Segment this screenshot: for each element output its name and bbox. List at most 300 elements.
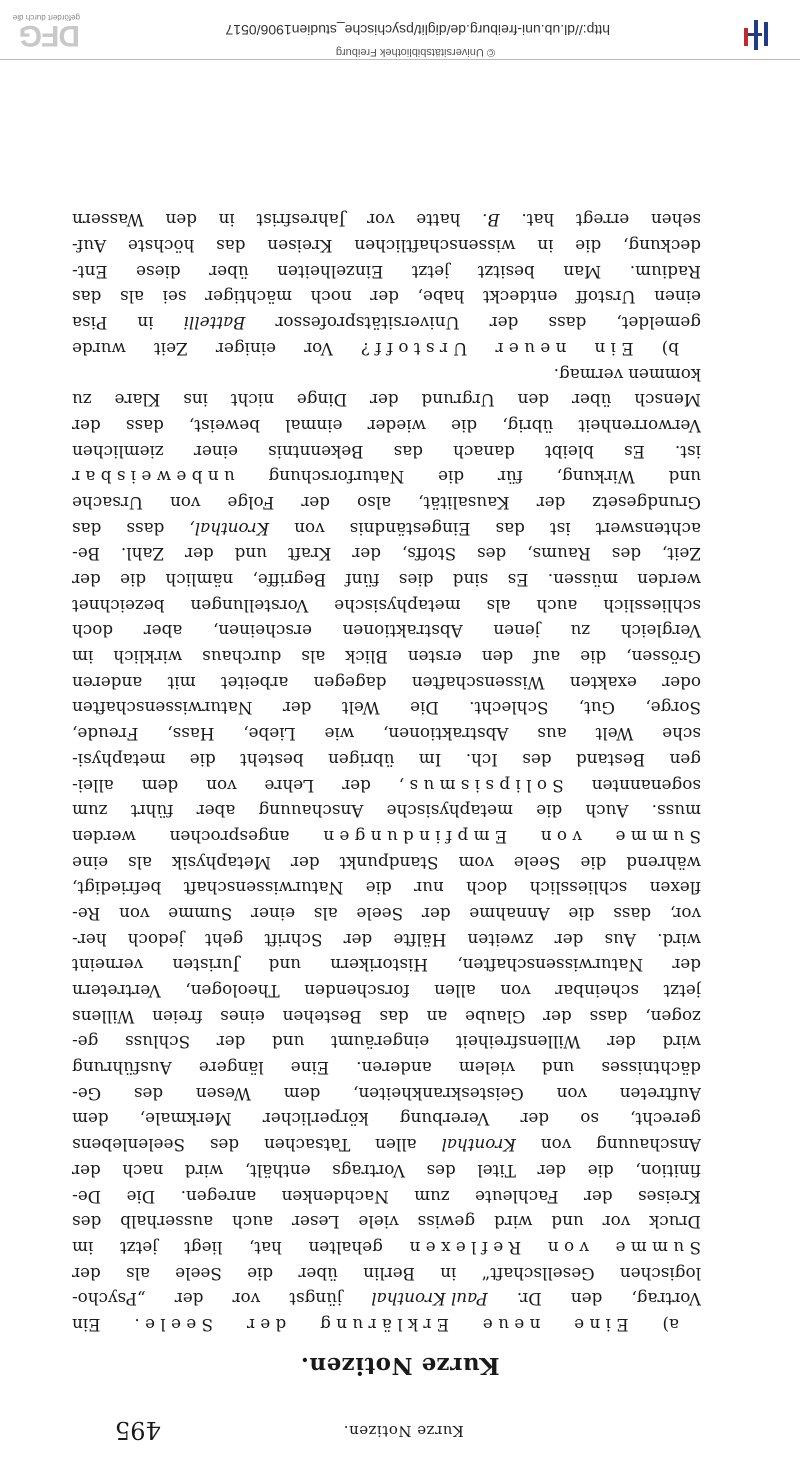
word: eines — [220, 1006, 265, 1027]
word: der — [301, 493, 331, 513]
word: doch — [72, 621, 114, 642]
word: Historikern — [330, 955, 429, 976]
text-line — [72, 566, 701, 592]
word: Blick — [345, 647, 388, 668]
word: Pisa — [72, 313, 108, 334]
text-line — [72, 387, 701, 413]
word: der — [370, 287, 399, 308]
footer-divider — [0, 59, 800, 60]
word: finition, — [635, 1160, 701, 1181]
word: dem — [141, 775, 179, 796]
word: werden — [637, 570, 701, 591]
word: als — [486, 595, 511, 616]
text-line — [72, 849, 701, 875]
word: übrigen — [328, 749, 395, 770]
word: von — [119, 904, 150, 924]
word: zu — [570, 621, 591, 642]
word: muss. — [651, 801, 701, 822]
word: des — [426, 1160, 456, 1181]
word: fünf — [345, 570, 380, 591]
word: Wirkung, — [556, 467, 635, 488]
text-line — [72, 1080, 701, 1106]
word: Eine — [290, 1058, 330, 1079]
body-text — [72, 207, 701, 1337]
word: U r s t o f f ? — [361, 338, 468, 359]
word: Jahresfrist — [256, 210, 346, 231]
word: S u m m e — [615, 1237, 701, 1258]
text-line — [72, 900, 701, 926]
word: Wesen — [195, 1083, 252, 1104]
word: mit — [167, 672, 196, 693]
word: der — [520, 1109, 550, 1130]
word: Juristen — [172, 955, 240, 976]
word: vor — [232, 1289, 261, 1310]
word: und — [668, 467, 701, 488]
word: Schrift — [264, 929, 323, 950]
word: einiger — [215, 338, 277, 359]
word: Paul Kronthal — [371, 1289, 488, 1310]
word: nach — [122, 1160, 164, 1181]
word: Man — [563, 261, 602, 282]
word: erregt — [575, 210, 630, 231]
word: im — [72, 1237, 94, 1258]
word: des — [611, 544, 642, 565]
word: dass — [548, 313, 587, 334]
text-line — [72, 1054, 701, 1080]
text-line — [72, 643, 701, 669]
copyright-credit: © Universitätsbibliothek Freiburg — [335, 46, 495, 58]
word: Vor — [304, 338, 333, 359]
text-line — [72, 977, 701, 1003]
text-line — [72, 515, 701, 541]
word: der — [352, 544, 381, 565]
word: Annahme — [469, 904, 550, 924]
word: ins — [183, 390, 209, 411]
word: einer — [251, 904, 296, 924]
word: Druck — [649, 1212, 701, 1233]
text-line — [72, 746, 701, 772]
word: das — [72, 518, 102, 539]
word: erscheinen, — [212, 621, 312, 642]
word: und — [551, 1212, 584, 1233]
word: längere — [198, 1058, 264, 1079]
word: b) — [661, 338, 679, 359]
word: der — [537, 1160, 567, 1181]
word: zum — [72, 801, 108, 822]
word: der — [543, 1006, 572, 1027]
word: Zahl. — [120, 544, 165, 565]
text-line — [72, 772, 701, 798]
text-line — [72, 1234, 701, 1260]
word: von — [500, 981, 531, 1002]
word: Urgrund — [421, 390, 495, 411]
text-line — [72, 207, 701, 233]
word: werden — [72, 826, 136, 847]
word: Begriffe, — [252, 570, 327, 591]
word: also — [357, 493, 392, 513]
word: B. — [482, 210, 500, 231]
word: ersten — [407, 647, 462, 668]
word: gehalten — [308, 1237, 383, 1258]
word: Grundgesetz — [592, 493, 701, 513]
word: Es — [623, 441, 645, 462]
word: Folge — [227, 493, 275, 513]
word: hatte — [416, 210, 461, 231]
word: geht — [205, 929, 244, 950]
text-line — [72, 1132, 701, 1158]
word: achtenswert — [595, 518, 701, 539]
word: der — [290, 852, 320, 873]
word: Verworrenheit — [578, 415, 701, 436]
word: ist. — [674, 441, 701, 462]
word: Geisteskrankheiten, — [353, 1083, 524, 1104]
word: Battelli — [183, 313, 246, 334]
word: wissenschaftlichen — [354, 236, 516, 257]
word: wieder — [367, 415, 426, 436]
text-line — [72, 335, 701, 361]
word: a) — [662, 1315, 679, 1335]
word: verneint — [72, 955, 144, 976]
word: E r k l ä r u n g — [320, 1315, 450, 1335]
word: den — [481, 647, 514, 668]
word: vor — [602, 1212, 631, 1233]
word: v o n — [540, 826, 582, 847]
word: Theologen, — [185, 981, 280, 1002]
word: danach — [453, 441, 515, 462]
word: Es — [507, 570, 529, 591]
word: auch — [232, 1212, 274, 1233]
word: das — [379, 1006, 409, 1027]
text-line — [72, 875, 701, 901]
word: Hass, — [167, 724, 215, 745]
word: dass — [613, 904, 652, 924]
text-line — [72, 1311, 701, 1337]
word: oder — [662, 672, 701, 693]
word: die — [536, 801, 563, 822]
word: noch — [310, 287, 352, 308]
word: Willens — [72, 1006, 135, 1027]
word: sehen — [650, 210, 701, 231]
word: exakten — [569, 672, 637, 693]
word: bleibt — [544, 441, 594, 462]
word: auch — [536, 595, 578, 616]
word: vielem — [458, 1058, 515, 1079]
word: Lehre — [264, 775, 315, 796]
word: Ent- — [72, 261, 108, 282]
word: dem — [72, 1109, 109, 1130]
word: jetzt — [663, 981, 701, 1002]
word: die — [438, 467, 465, 488]
word: während — [626, 852, 701, 873]
word: Aus — [604, 929, 637, 950]
word: der — [672, 955, 701, 976]
word: der — [369, 390, 399, 411]
text-line — [72, 412, 701, 438]
word: dass — [589, 1006, 628, 1027]
word: zu — [72, 390, 92, 411]
word: n e u e r — [495, 338, 567, 359]
word: gerecht, — [630, 1109, 701, 1130]
word: Seele — [513, 852, 561, 873]
word: ist — [549, 518, 571, 539]
word: Leser — [291, 1212, 340, 1233]
word: Seelenlebens — [72, 1135, 185, 1156]
word: aus — [537, 724, 567, 745]
word: Auftreten — [619, 1083, 701, 1104]
word: als — [126, 1263, 150, 1284]
word: Einzelheiten — [277, 261, 384, 282]
word: „Psycho- — [72, 1289, 146, 1310]
word: der — [583, 1186, 613, 1207]
text-line — [72, 618, 701, 644]
word: als — [313, 904, 338, 924]
word: S e e l e . — [134, 1315, 214, 1335]
word: Naturwissenschaften, — [457, 955, 644, 976]
word: Abstraktionen, — [382, 724, 509, 745]
word: Gesellschaft“ — [481, 1263, 595, 1284]
word: körperlicher — [262, 1109, 369, 1130]
word: Berlin — [363, 1263, 415, 1284]
word: Wassern — [72, 210, 144, 231]
word: Gut, — [578, 698, 616, 719]
word: S u m m e — [615, 826, 701, 847]
word: nur — [414, 878, 444, 899]
word: Hälfte — [393, 929, 447, 950]
word: Grössen, — [626, 647, 701, 668]
word: Radium. — [629, 261, 701, 282]
word: dies — [398, 570, 434, 591]
word: Auch — [585, 801, 629, 822]
word: als — [301, 647, 326, 668]
section-title: Kurze Notizen. — [300, 1352, 500, 1379]
word: wurde — [72, 338, 126, 359]
word: anderen — [72, 672, 143, 693]
word: so — [580, 1109, 599, 1130]
text-line — [72, 952, 701, 978]
word: hat. — [521, 210, 555, 231]
word: der — [282, 698, 312, 719]
word: über — [209, 261, 249, 282]
running-head — [115, 1410, 692, 1444]
word: angesprochen — [169, 826, 290, 847]
word: Wissenschaften — [411, 672, 545, 693]
word: dass — [125, 415, 164, 436]
word: metaphysische — [334, 595, 461, 616]
word: einmal — [285, 415, 343, 436]
word: dem — [283, 1083, 321, 1104]
word: viele — [358, 1212, 399, 1233]
word: an — [426, 1006, 448, 1027]
word: De- — [72, 1186, 102, 1207]
word: als — [128, 852, 153, 873]
text-line — [72, 1106, 701, 1132]
word: wie — [324, 724, 355, 745]
word: von — [556, 1083, 587, 1104]
word: Schluss — [124, 1032, 191, 1053]
word: wird — [662, 1032, 701, 1053]
word: einen — [654, 287, 701, 308]
word: des — [72, 1212, 102, 1233]
word: ge- — [72, 1032, 99, 1053]
word: gen — [669, 749, 701, 770]
word: und — [268, 955, 301, 976]
word: zweiten — [467, 929, 534, 950]
word: Mensch — [634, 390, 701, 411]
text-line — [72, 1029, 701, 1055]
word: Ursache — [72, 493, 143, 513]
word: aber — [143, 621, 183, 642]
word: Eingeständnis — [349, 518, 471, 539]
word: des — [209, 1135, 240, 1156]
word: Vertretern — [72, 981, 161, 1002]
word: habe, — [417, 287, 465, 308]
word: d e r — [246, 1315, 287, 1335]
word: sogenannten — [591, 775, 701, 796]
word: Stoffs, — [401, 544, 457, 565]
word: eine — [72, 852, 109, 873]
word: mächtiger — [205, 287, 292, 308]
word: Klare — [114, 390, 161, 411]
word: vermag. — [553, 364, 624, 385]
word: dagegen — [313, 672, 387, 693]
word: eingeräumt — [330, 1032, 430, 1053]
word: Fachleute — [475, 1186, 559, 1207]
word: Seele — [356, 904, 404, 924]
word: von — [206, 775, 237, 796]
word: Nachdenken — [281, 1186, 389, 1207]
word: sche — [662, 724, 701, 745]
word: das — [72, 287, 102, 308]
word: die — [568, 904, 595, 924]
word: E i n — [594, 338, 634, 359]
word: anderen. — [356, 1058, 432, 1079]
word: metaphysi- — [72, 749, 166, 770]
text-line — [72, 1157, 701, 1183]
word: führt — [130, 801, 174, 822]
text-line — [72, 258, 701, 284]
text-line — [72, 284, 701, 310]
dfg-logo: DFG — [19, 19, 80, 52]
word: des — [522, 749, 552, 770]
word: die — [365, 878, 392, 899]
word: jetzt — [411, 261, 450, 282]
dfg-logo-subtext: gefördert durch die — [12, 13, 80, 22]
text-line — [72, 489, 701, 515]
word: über — [298, 1263, 338, 1284]
word: Welt — [341, 698, 380, 719]
word: der — [607, 1032, 636, 1053]
word: arbeitet — [220, 672, 289, 693]
word: das — [495, 518, 525, 539]
word: Willensfreiheit — [455, 1032, 581, 1053]
ub-freiburg-logo-icon — [736, 16, 772, 52]
word: vor, — [669, 904, 701, 924]
word: und — [541, 1058, 575, 1079]
text-line — [72, 1286, 701, 1312]
word: S o l i p s i s m u s , — [398, 775, 564, 796]
word: Merkmale, — [139, 1109, 232, 1130]
word: u n b e w e i s b a r — [72, 467, 235, 488]
word: der — [185, 544, 214, 565]
word: nämlich — [165, 570, 234, 591]
text-line — [72, 798, 701, 824]
text-line — [72, 926, 701, 952]
word: Ge- — [72, 1083, 102, 1104]
text-line — [72, 669, 701, 695]
word: die — [580, 852, 607, 873]
word: Kausalität, — [418, 493, 510, 513]
word: in — [537, 236, 554, 257]
text-line — [72, 464, 701, 490]
word: befriedigt, — [72, 878, 162, 899]
word: Kreises — [637, 1186, 701, 1207]
word: den — [570, 1289, 603, 1310]
word: her- — [72, 929, 107, 950]
word: von — [294, 518, 325, 539]
word: E m p f i n d u n g e n — [323, 826, 508, 847]
word: der — [343, 929, 373, 950]
word: das — [216, 236, 246, 257]
word: auf — [533, 647, 561, 668]
word: hat, — [248, 1237, 282, 1258]
text-line — [72, 1260, 701, 1286]
word: von — [170, 493, 201, 513]
source-url[interactable]: http://dl.ub.uni-freiburg.de/diglit/psychische_studien1906/0517 — [225, 22, 610, 38]
word: Sorge, — [645, 698, 701, 719]
word: der — [489, 313, 519, 334]
text-line — [72, 1209, 701, 1235]
word: vor — [367, 210, 395, 231]
text-line — [72, 310, 701, 336]
word: besteht — [240, 749, 304, 770]
word: Zeit — [154, 338, 188, 359]
word: die — [587, 1160, 614, 1181]
word: Bekenntnis — [268, 441, 364, 462]
word: des — [476, 544, 507, 565]
word: diese — [136, 261, 181, 282]
word: zum — [414, 1186, 450, 1207]
word: allen — [375, 1135, 417, 1156]
word: in — [440, 1263, 457, 1284]
word: müssen. — [547, 570, 618, 591]
word: besitzt — [477, 261, 535, 282]
word: schliesslich — [529, 878, 628, 899]
word: scheinbar — [555, 981, 639, 1002]
word: bezeichnet — [72, 595, 165, 616]
word: freien — [152, 1006, 203, 1027]
word: Tatsachen — [264, 1135, 351, 1156]
word: der — [72, 1160, 101, 1181]
word: Auf- — [72, 236, 107, 257]
word: R e f l e x e n — [409, 1237, 522, 1258]
word: Naturforschung — [268, 467, 405, 488]
text-line — [72, 695, 701, 721]
word: forschenden — [304, 981, 410, 1002]
word: aber — [196, 801, 236, 822]
footer-bar — [0, 0, 800, 60]
word: die — [580, 647, 607, 668]
word: sei — [162, 287, 187, 308]
word: ausserhalb — [120, 1212, 214, 1233]
word: Bestehen — [282, 1006, 362, 1027]
word: v o n — [547, 1237, 589, 1258]
word: Dinge — [296, 390, 348, 411]
word: logischen — [619, 1263, 701, 1284]
word: ziemlichen — [72, 441, 164, 462]
word: wird — [184, 1160, 224, 1181]
word: anregen. — [180, 1186, 257, 1207]
word: der — [72, 1263, 101, 1284]
